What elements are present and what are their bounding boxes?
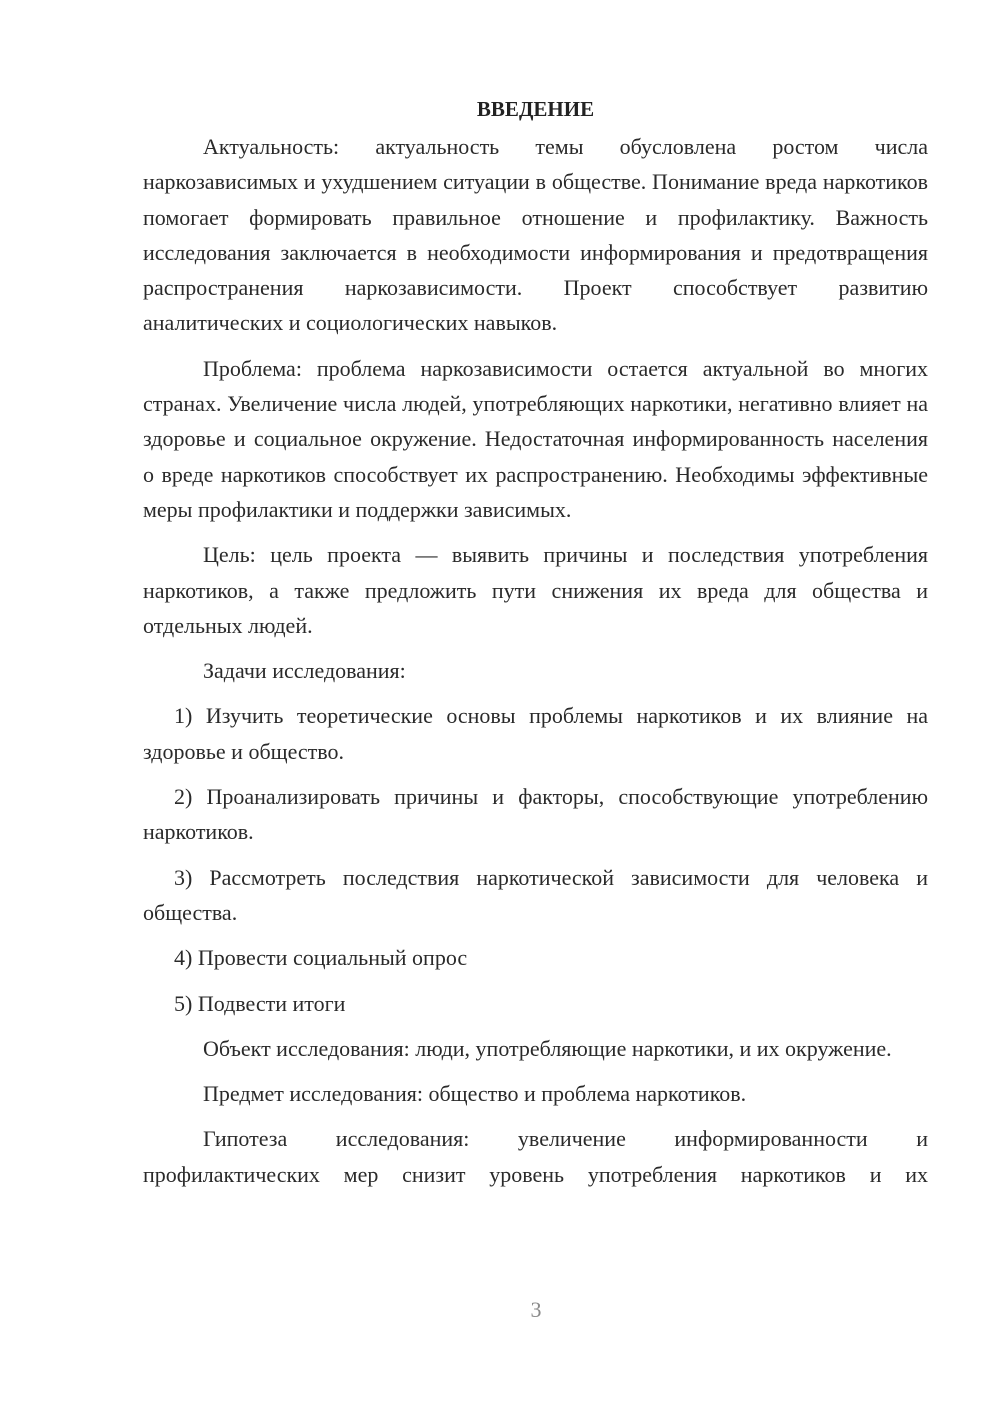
page-number: 3 xyxy=(530,1297,542,1322)
goal-paragraph: Цель: цель проекта — выявить причины и последствия употребления наркотиков, а также предложить пути снижения их вреда для общества и отдельных людей. xyxy=(143,542,928,638)
hypothesis-paragraph: Гипотеза исследования: увеличение информированности и профилактических мер снизит уровень употребления наркотиков и их xyxy=(143,1126,928,1187)
task-item-5: 5) Подвести итоги xyxy=(174,990,346,1016)
task-item-1: 1) Изучить теоретические основы проблемы наркотиков и их влияние на здоровье и общество. xyxy=(143,703,928,764)
tasks-label: Задачи исследования: xyxy=(203,658,406,684)
problem-paragraph: Проблема: проблема наркозависимости остается актуальной во многих странах. Увеличение числа людей, употребляющих наркотики, негативно влияет на здоровье и социальное окружение. Недостаточная информированность населения о вреде наркотиков способствует их распространению. Необходимы эффективные меры профилактики и поддержки зависимых. xyxy=(143,355,928,522)
section-heading: ВВЕДЕНИЕ xyxy=(476,97,595,121)
subject-paragraph: Предмет исследования: общество и проблема наркотиков. xyxy=(203,1081,747,1107)
document-page xyxy=(143,92,928,1192)
task-item-2: 2) Проанализировать причины и факторы, способствующие употреблению наркотиков. xyxy=(143,784,928,845)
object-paragraph: Объект исследования: люди, употребляющие наркотики, и их окружение. xyxy=(203,1035,892,1061)
task-item-4: 4) Провести социальный опрос xyxy=(174,945,468,971)
relevance-paragraph: Актуальность: актуальность темы обусловлена ростом числа наркозависимых и ухудшением ситуации в обществе. Понимание вреда наркотиков помогает формировать правильное отношение и профилактику. Важность исследования заключается в необходимости информирования и предотвращения распространения наркозависимости. Проект способствует развитию аналитических и социологических навыков. xyxy=(143,134,928,336)
task-item-3: 3) Рассмотреть последствия наркотической зависимости для человека и общества. xyxy=(143,864,928,925)
